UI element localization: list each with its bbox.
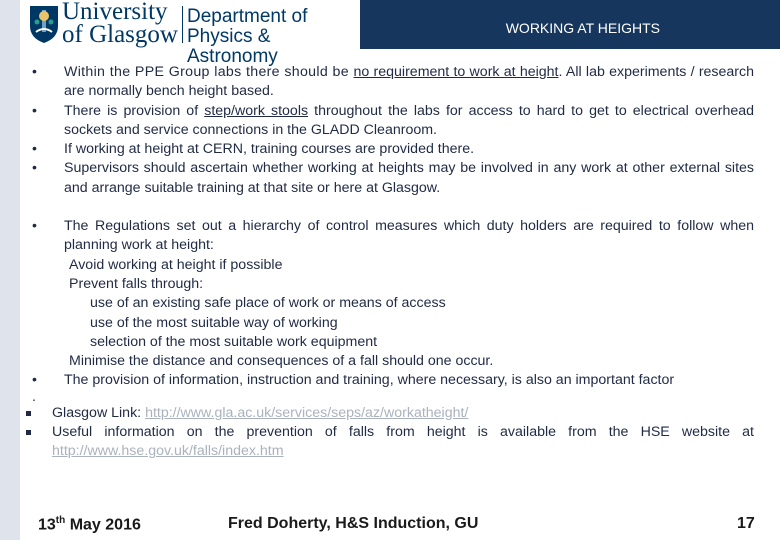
bullet-item: • The provision of information, instruction and training, where necessary, is also an important factor	[32, 371, 754, 390]
bullet-icon: •	[32, 372, 37, 389]
hierarchy-level2: use of an existing safe place of work or means of access	[90, 295, 446, 312]
slide-header	[0, 0, 780, 67]
bullet-item-regulations: • The Regulations set out a hierarchy of control measures which duty holders are required to follow when planning work at height: Avoid working at height if possible Prevent falls through: use of an existing safe place of work or means of access use of the most suitable way of working selection of the most suitable work equipment Minimise the distance and consequences of a fall should one occur.	[32, 217, 754, 371]
hse-link[interactable]: http://www.hse.gov.uk/falls/index.htm	[52, 443, 284, 460]
bullet-icon: •	[32, 102, 37, 119]
logo-divider	[182, 6, 183, 43]
footer-date: 13th May 2016	[38, 515, 141, 534]
bullet-item: • Supervisors should ascertain whether working at heights may be involved in any work at other external sites and arrange suitable training at that site or here at Glasgow.	[32, 160, 754, 196]
slide-body	[32, 63, 754, 462]
bullet-icon: •	[32, 141, 37, 158]
bullet-item: • Within the PPE Group labs there should be no requirement to work at height. All lab experiments / research are normally bench height based.	[32, 64, 755, 100]
hierarchy-level1: Avoid working at height if possible	[69, 256, 283, 273]
university-name-line2: of Glasgow	[62, 21, 178, 48]
hierarchy-level2: selection of the most suitable work equipment	[90, 333, 378, 350]
department-line1: Department of	[187, 6, 308, 27]
bullet-item: • There is provision of step/work stools throughout the labs for access to hard to get to electrical overhead sockets and service connections in the GLADD Cleanroom.	[32, 102, 755, 138]
title-bar	[360, 0, 780, 49]
bullet-item: • If working at height at CERN, training courses are provided there.	[32, 140, 754, 159]
link-item: Useful information on the prevention of falls from height is available from the HSE website at http://www.hse.gov.uk/falls/index.htm	[26, 423, 754, 462]
glasgow-link[interactable]: http://www.gla.ac.uk/services/seps/az/workatheight/	[145, 404, 469, 421]
university-name-line1: University	[62, 0, 168, 25]
link-item: Glasgow Link: http://www.gla.ac.uk/services/seps/az/workatheight/	[26, 404, 754, 423]
hierarchy-level2: use of the most suitable way of working	[90, 314, 338, 331]
hierarchy-level1: Prevent falls through:	[69, 275, 204, 292]
emphasis-text: no requirement to work at height	[353, 64, 559, 80]
bullet-icon: •	[32, 160, 37, 177]
crest-icon	[28, 4, 60, 44]
emphasis-text: step/work stools	[204, 102, 309, 119]
university-logo	[20, 0, 360, 67]
department-line2: Physics & Astronomy	[187, 26, 278, 67]
bullet-icon: •	[32, 64, 37, 80]
square-bullet-icon	[26, 430, 31, 435]
square-bullet-icon	[26, 411, 31, 416]
slide-title: WORKING AT HEIGHTS	[505, 20, 660, 36]
page-number: 17	[737, 515, 755, 532]
slide-footer	[0, 512, 780, 540]
footer-presenter: Fred Doherty, H&S Induction, GU	[228, 515, 479, 532]
bullet-icon: •	[32, 218, 37, 235]
stray-period: .	[32, 388, 36, 405]
hierarchy-level1: Minimise the distance and consequences of a fall should one occur.	[69, 353, 494, 370]
left-decor-bar	[0, 0, 20, 540]
